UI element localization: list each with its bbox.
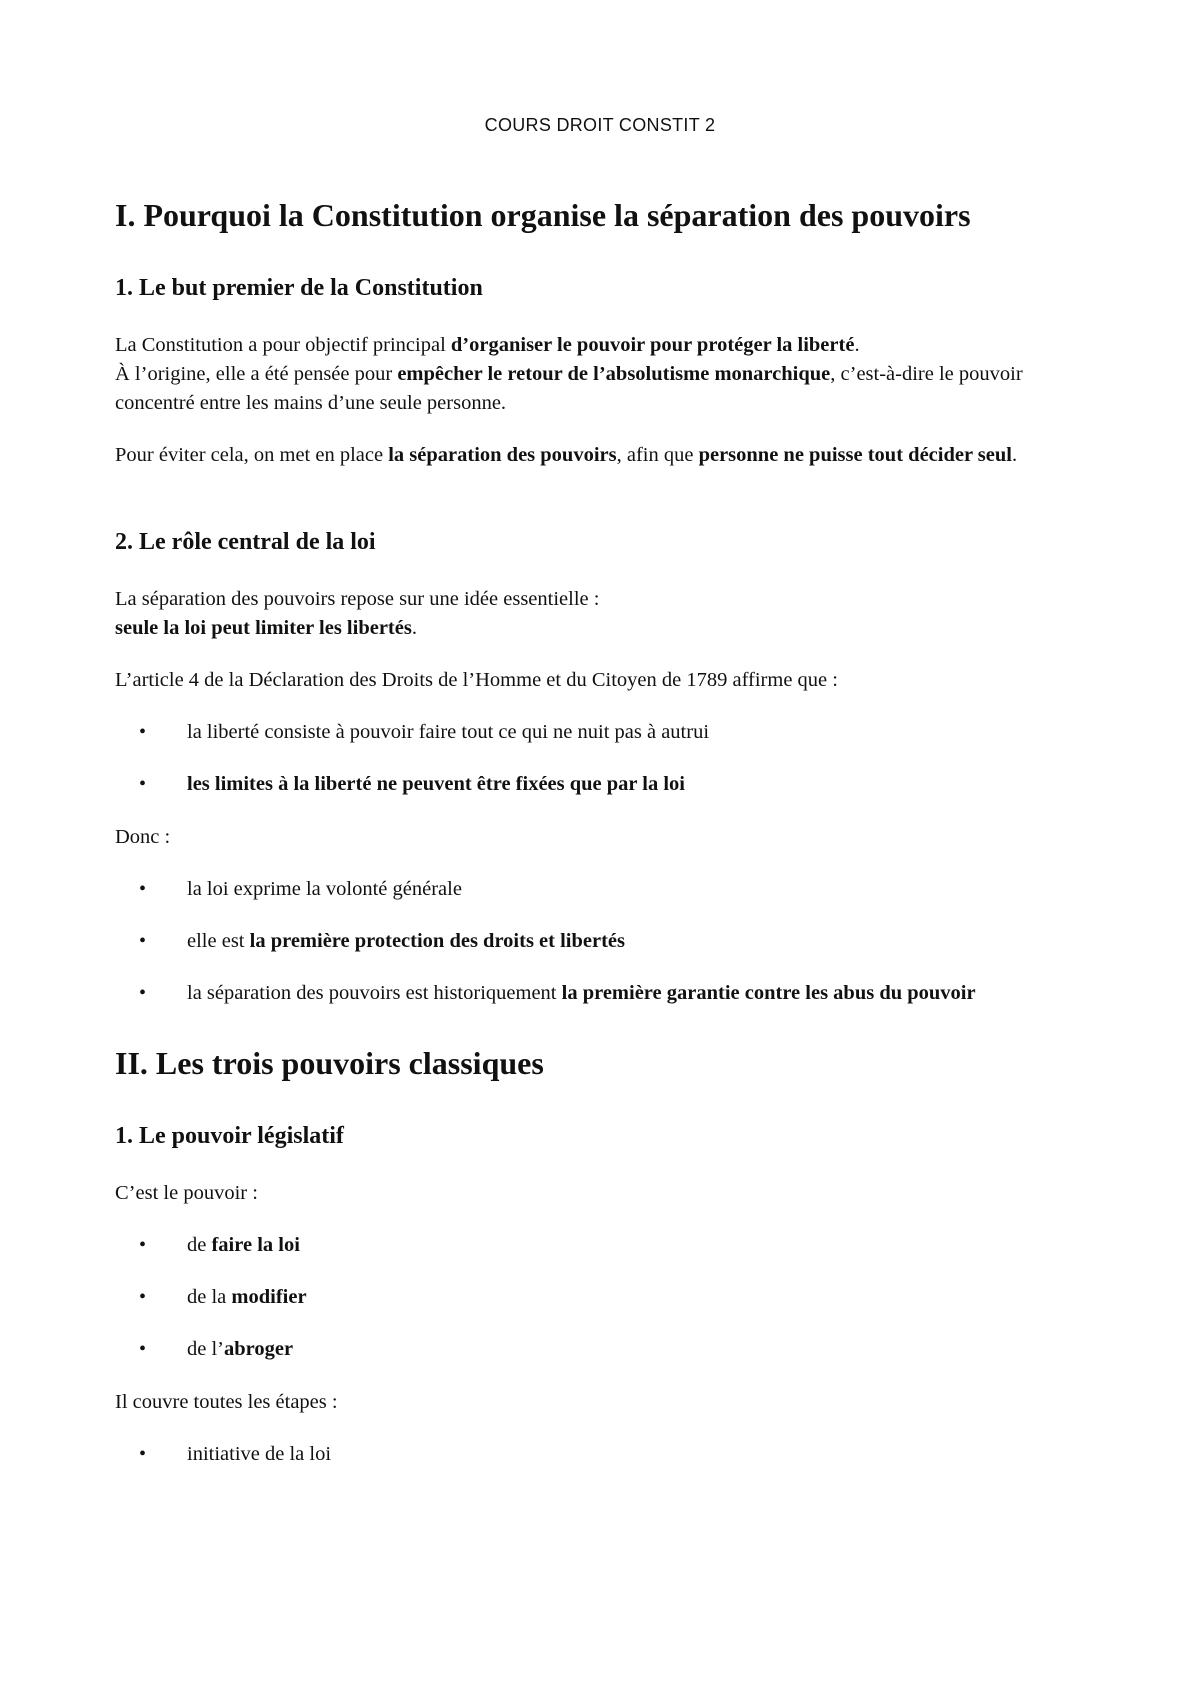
bullet-icon: •	[139, 772, 147, 795]
section-2-sub-1-list-2	[115, 1440, 1095, 1469]
text-run: elle est	[187, 929, 250, 952]
section-1-sub-2-list-2	[115, 875, 1095, 1008]
section-1-sub-2-para-3: Donc :	[115, 825, 171, 848]
bold-run: personne ne puisse tout décider seul	[698, 444, 1012, 467]
section-1-sub-2-para-2: L’article 4 de la Déclaration des Droits de l’Homme et du Citoyen de 1789 affirme que :	[115, 668, 838, 691]
text-run: de l’	[187, 1338, 224, 1361]
bold-run: les limites à la liberté ne peuvent être fixées que par la loi	[187, 772, 685, 795]
text-run: À l’origine, elle a été pensée pour	[115, 363, 398, 386]
bold-run: faire la loi	[211, 1234, 300, 1257]
list-item	[115, 1440, 1095, 1469]
text-run: .	[1011, 444, 1018, 467]
section-2-sub-1-para-1: C’est le pouvoir :	[115, 1182, 258, 1205]
bullet-icon: •	[139, 720, 147, 743]
list-item	[115, 875, 1095, 904]
bold-run: seule la loi peut limiter les libertés	[115, 616, 412, 639]
list-item	[115, 1231, 1095, 1260]
list-item	[115, 1283, 1095, 1312]
text-run: la liberté consiste à pouvoir faire tout ce qui ne nuit pas à autrui	[187, 720, 710, 743]
section-2-title: II. Les trois pouvoirs classiques	[115, 1044, 544, 1081]
bullet-icon: •	[139, 1443, 147, 1466]
bold-run: abroger	[224, 1338, 294, 1361]
bold-run: la séparation des pouvoirs	[388, 444, 617, 467]
section-1-sub-1-para-1	[115, 331, 1095, 418]
list-item	[115, 770, 1095, 799]
text-run: La Constitution a pour objectif principal	[115, 334, 451, 357]
section-1-sub-1-para-2	[115, 441, 1095, 470]
bold-run: d’organiser le pouvoir pour protéger la liberté	[450, 334, 855, 357]
bold-run: la première protection des droits et libertés	[249, 929, 626, 952]
bullet-icon: •	[139, 929, 147, 952]
list-item	[115, 979, 1095, 1008]
section-1-sub-1-title: 1. Le but premier de la Constitution	[115, 275, 483, 302]
text-run: Pour éviter cela, on met en place	[115, 444, 389, 467]
text-run: la loi exprime la volonté générale	[187, 877, 462, 900]
text-run: initiative de la loi	[187, 1443, 332, 1466]
text-run: , c’est-à-dire le pouvoir concentré entre les mains d’une seule personne.	[115, 363, 1023, 415]
bullet-icon: •	[139, 877, 147, 900]
section-1-sub-2-list-1	[115, 718, 1095, 799]
bold-run: modifier	[231, 1286, 307, 1309]
section-1-title: I. Pourquoi la Constitution organise la séparation des pouvoirs	[115, 197, 971, 233]
section-2-sub-1-title: 1. Le pouvoir législatif	[115, 1123, 344, 1150]
bullet-icon: •	[139, 1286, 147, 1309]
document-body	[115, 196, 1095, 1493]
list-item	[115, 1335, 1095, 1364]
section-1-sub-2-para-1	[115, 585, 1095, 643]
text-run: .	[411, 616, 417, 639]
section-2-sub-1-para-2: Il couvre toutes les étapes :	[115, 1391, 338, 1414]
text-run: de la	[187, 1286, 232, 1309]
bullet-icon: •	[139, 1234, 147, 1257]
bullet-icon: •	[139, 981, 147, 1004]
text-run: la séparation des pouvoirs est historiquement	[187, 981, 562, 1004]
list-item	[115, 927, 1095, 956]
bullet-icon: •	[139, 1338, 147, 1361]
text-run: .	[854, 334, 860, 357]
bold-run: la première garantie contre les abus du pouvoir	[561, 981, 976, 1004]
section-1-sub-2-title: 2. Le rôle central de la loi	[115, 529, 376, 556]
section-2-sub-1-list-1	[115, 1231, 1095, 1364]
document-header: COURS DROIT CONSTIT 2	[484, 115, 716, 135]
text-run: La séparation des pouvoirs repose sur une idée essentielle :	[115, 587, 600, 610]
list-item	[115, 718, 1095, 747]
bold-run: empêcher le retour de l’absolutisme monarchique	[397, 363, 831, 386]
text-run: de	[187, 1234, 212, 1257]
text-run: , afin que	[616, 444, 699, 467]
